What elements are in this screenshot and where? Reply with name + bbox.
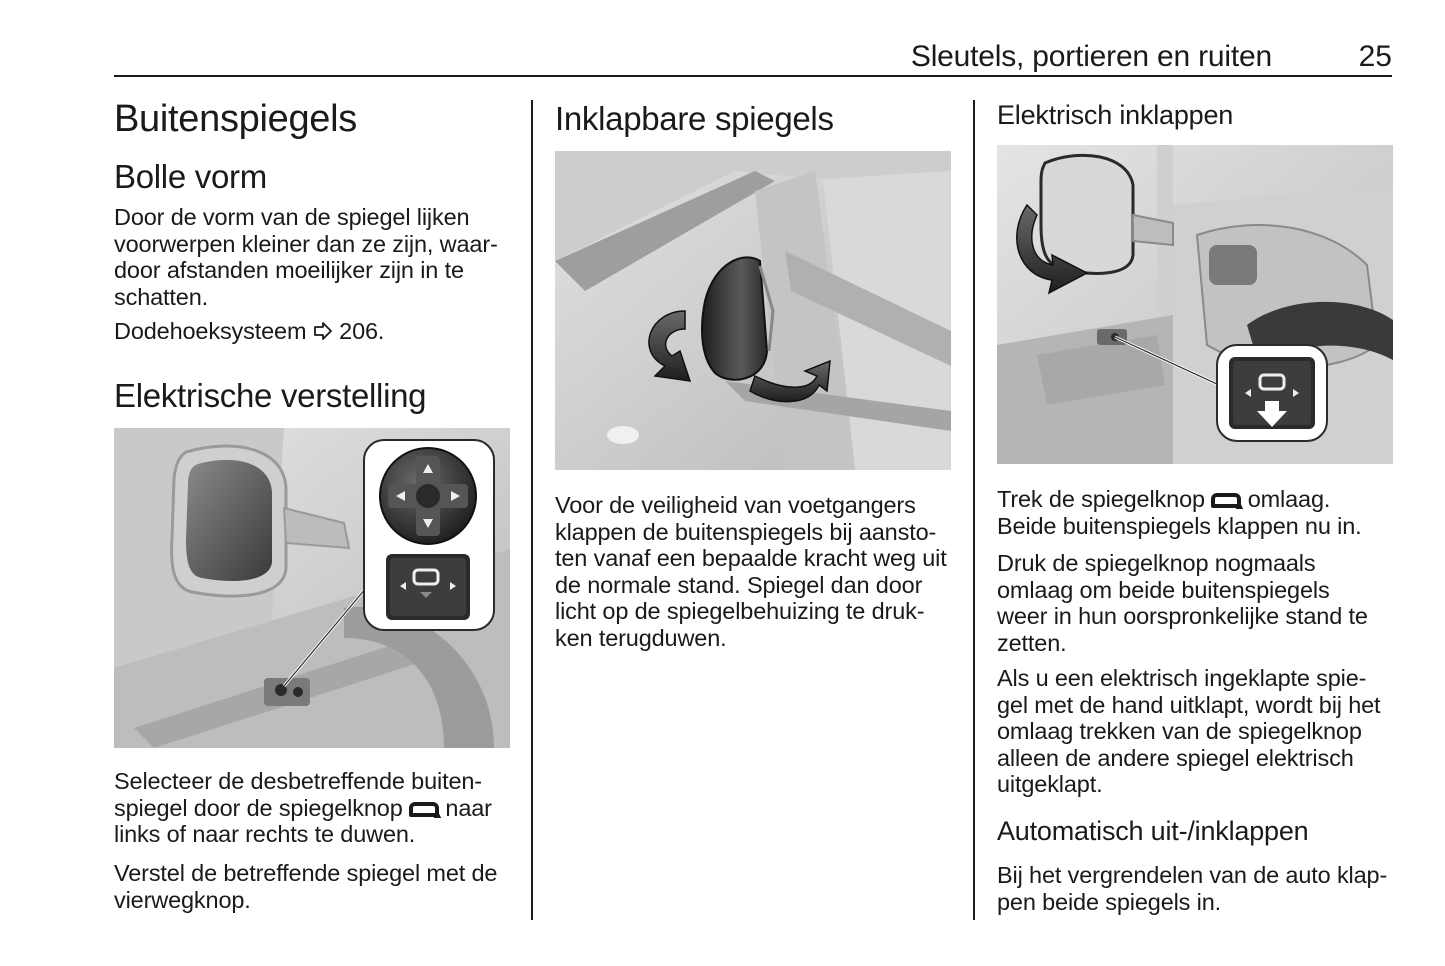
subsection-title-auto-fold: Automatisch uit-/inklappen xyxy=(997,816,1309,846)
press-again-paragraph xyxy=(997,550,1368,656)
figure-electric-adjustment xyxy=(114,428,510,748)
text-line: Door de vorm van de spiegel lijken xyxy=(114,204,470,230)
running-header: Sleutels, portieren en ruiten xyxy=(910,40,1272,73)
text-fragment: spiegel door de spiegelknop xyxy=(114,794,403,821)
text-line: pen beide spiegels in. xyxy=(997,888,1222,915)
text-line: Bij het vergrendelen van de auto klap- xyxy=(997,862,1388,888)
figure-electric-folding xyxy=(997,145,1393,464)
text-line: zetten. xyxy=(997,629,1067,656)
adjust-mirror-paragraph xyxy=(114,860,497,913)
text-line: licht op de spiegelbehuizing te druk- xyxy=(555,598,925,625)
text-line: voorwerpen kleiner dan ze zijn, waar- xyxy=(114,230,498,257)
text-line: schatten. xyxy=(114,283,209,310)
blind-spot-page-link[interactable]: 206. xyxy=(339,318,385,344)
text-line: alleen de andere spiegel elektrisch xyxy=(997,744,1354,771)
subsection-title-electric-fold: Elektrisch inklappen xyxy=(997,100,1234,130)
mirror-button-icon xyxy=(1211,493,1241,508)
mirror-button-icon xyxy=(409,802,439,817)
text-line: omlaag om beide buitenspiegels xyxy=(997,576,1330,603)
select-mirror-paragraph xyxy=(114,768,492,848)
text-line: Beide buitenspiegels klappen nu in. xyxy=(997,512,1362,539)
text-line: ken terugduwen. xyxy=(555,624,727,651)
column-divider-2 xyxy=(973,100,975,920)
folding-paragraph xyxy=(555,492,947,652)
page-number: 25 xyxy=(1358,40,1392,73)
text-fragment: omlaag. xyxy=(1247,486,1331,512)
section-title: Buitenspiegels xyxy=(114,98,357,140)
text-line: gel met de hand uitklapt, wordt bij het xyxy=(997,691,1381,718)
text-line: weer in hun oorspronkelijke stand te xyxy=(997,603,1368,630)
page-reference-arrow-icon xyxy=(313,318,339,344)
text-line: omlaag trekken van de spiegelknop xyxy=(997,718,1362,745)
text-line: vierwegknop. xyxy=(114,886,251,913)
text-fragment: Trek de spiegelknop xyxy=(997,486,1205,512)
subsection-title-electric: Elektrische verstelling xyxy=(114,377,427,414)
text-line: uitgeklapt. xyxy=(997,771,1103,798)
subsection-title-folding: Inklapbare spiegels xyxy=(555,100,834,137)
blind-spot-reference xyxy=(114,318,384,345)
text-line: de normale stand. Spiegel dan door xyxy=(555,571,923,598)
text-line: links of naar rechts te duwen. xyxy=(114,821,416,848)
text-line: Verstel de betreffende spiegel met de xyxy=(114,860,498,886)
text-line: Druk de spiegelknop nogmaals xyxy=(997,550,1316,576)
text-line: Voor de veiligheid van voetgangers xyxy=(555,492,916,518)
text-fragment: naar xyxy=(445,794,492,821)
subsection-title-convex: Bolle vorm xyxy=(114,158,267,195)
text-line: ten vanaf een bepaalde kracht weg uit xyxy=(555,545,947,572)
pull-button-paragraph xyxy=(997,486,1362,539)
column-divider-1 xyxy=(531,100,533,920)
manual-unfold-paragraph xyxy=(997,665,1380,798)
figure-folding-mirror xyxy=(555,151,951,470)
text-line: Als u een elektrisch ingeklapte spie- xyxy=(997,665,1367,691)
convex-paragraph xyxy=(114,204,498,310)
text-line: door afstanden moeilijker zijn in te xyxy=(114,257,464,284)
blind-spot-label: Dodehoeksysteem xyxy=(114,318,307,344)
header-divider xyxy=(114,75,1392,77)
lock-fold-paragraph xyxy=(997,862,1387,915)
text-line: klappen de buitenspiegels bij aansto- xyxy=(555,518,937,545)
text-line: Selecteer de desbetreffende buiten- xyxy=(114,768,482,794)
